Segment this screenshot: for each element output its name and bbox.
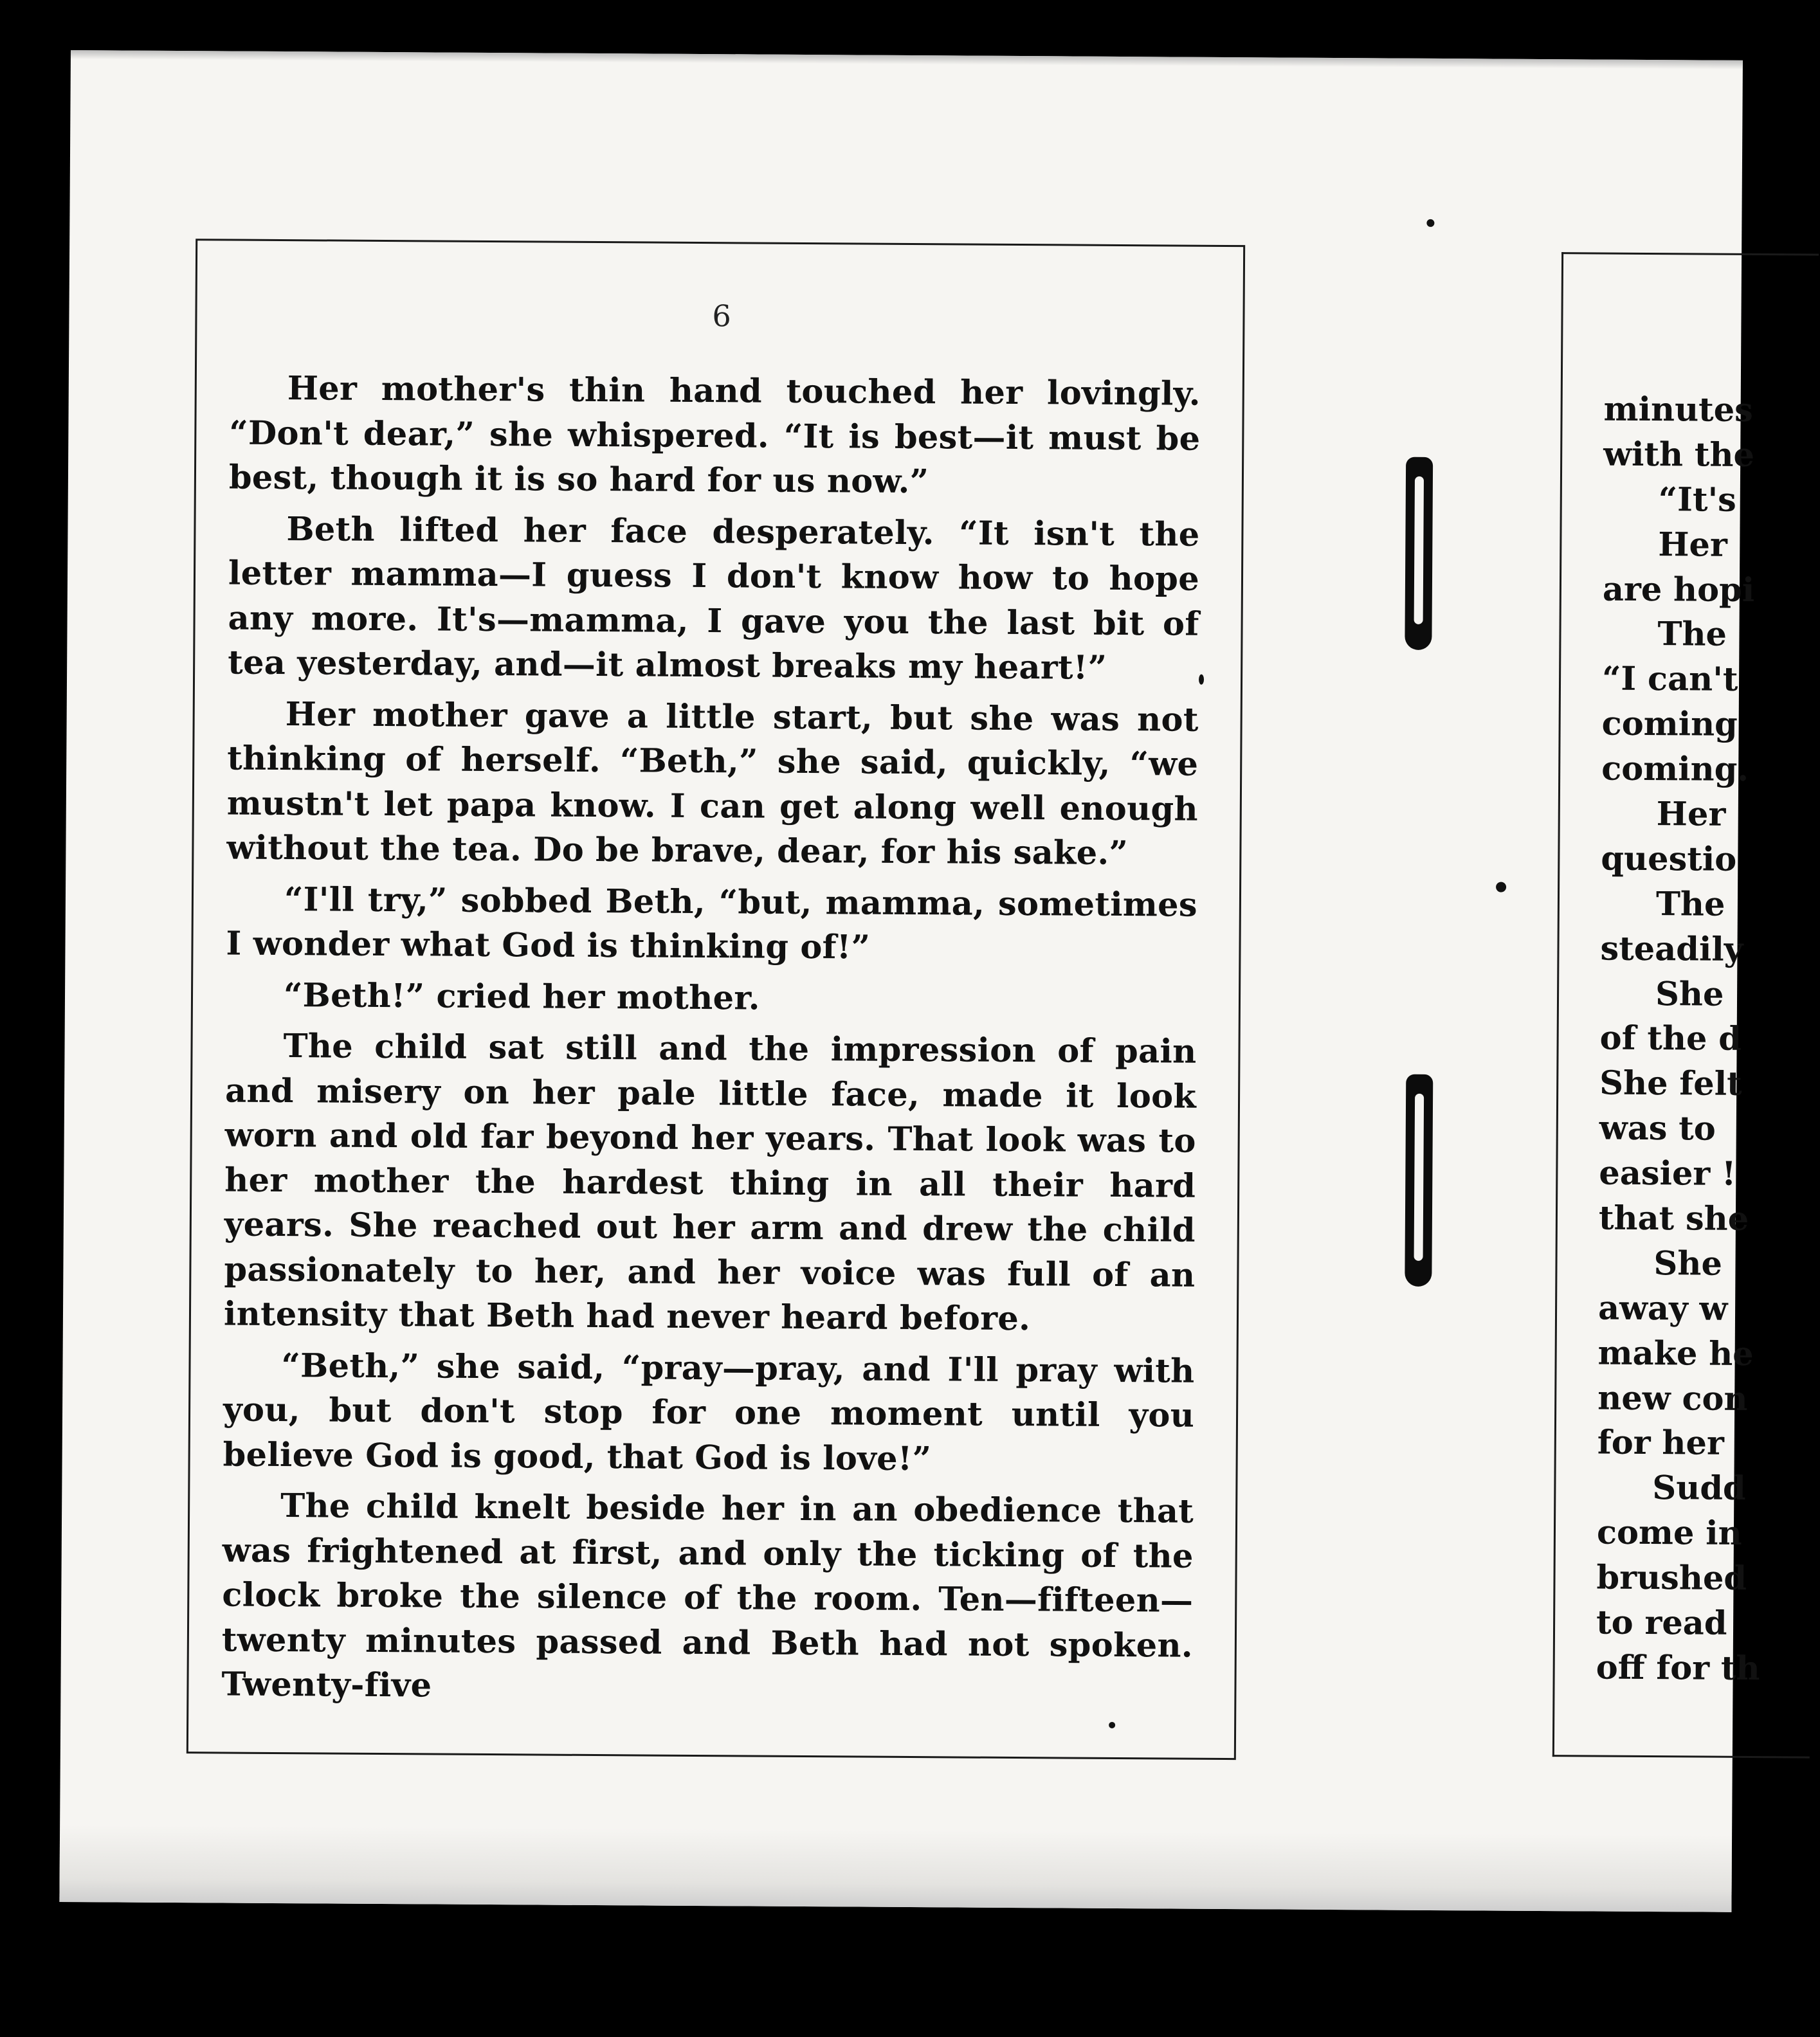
right-page-line: She felt (1599, 1064, 1742, 1104)
scan-edge-top (71, 50, 1743, 69)
binding-clip-top (1405, 457, 1433, 650)
right-page-line: new con (1597, 1379, 1748, 1418)
right-page-line: off for th (1596, 1648, 1760, 1688)
right-page-line: make he (1597, 1334, 1754, 1373)
page-number: 6 (712, 298, 731, 334)
right-page-line: with the (1603, 435, 1755, 475)
paragraph: Her mother gave a little start, but she was not thinking of herself. “Beth,” she said, quickly, “we mustn't let papa know. I can get along well enough without the tea. Do be brave, dear, for his sake.” (226, 694, 1199, 873)
right-page-line: The (1655, 884, 1725, 924)
right-page-line: “I can't (1601, 659, 1738, 700)
right-page-line: minutes (1603, 390, 1754, 430)
paragraph: “Beth,” she said, “pray—pray, and I'll pray with you, but don't stop for one moment until you believe God is good, that God is love!” (223, 1346, 1195, 1478)
right-page-line: of the d (1599, 1019, 1742, 1059)
right-page-line: Sudd (1652, 1469, 1746, 1508)
paragraph: “I'll try,” sobbed Beth, “but, mamma, sometimes I wonder what God is thinking of!” (226, 880, 1198, 967)
right-page-line: Her (1656, 795, 1726, 834)
right-page-line: away w (1597, 1289, 1728, 1328)
right-page-line: She (1653, 1244, 1723, 1283)
paragraph: The child knelt beside her in an obedience that was frightened at first, and only the ticking of the clock broke the silence of the room. Ten—fifteen—twenty minutes passed and Beth had not spoken. Twenty-five (221, 1487, 1194, 1705)
right-page-text-cropped (1596, 388, 1811, 1692)
paragraph: “Beth!” cried her mother. (283, 975, 761, 1018)
right-page-line: She (1655, 974, 1724, 1014)
right-page-line: “It's (1658, 480, 1737, 520)
binding-clip-bottom (1405, 1074, 1433, 1287)
speck (1199, 674, 1204, 685)
left-page-text (221, 367, 1201, 1720)
speck (1109, 1722, 1115, 1728)
right-page-line: The (1657, 615, 1727, 655)
right-page-line: for her (1597, 1424, 1724, 1463)
right-page-line: Her (1658, 525, 1728, 565)
paragraph: The child sat still and the impression of pain and misery on her pale little face, made it look worn and old far beyond her years. That look was to her mother the hardest thing in all their hard years. She reached out her arm and drew the child passionately to her, and her voice was full of an intensity that Beth had never heard before. (223, 1027, 1197, 1339)
right-page-line: was to (1599, 1109, 1716, 1148)
scanned-sheet (59, 50, 1760, 1912)
right-page-line: questio (1601, 839, 1737, 879)
right-page-line: steadily (1600, 929, 1743, 969)
right-page-line: coming (1601, 704, 1738, 745)
paragraph: Beth lifted her face desperately. “It isn't the letter mamma—I guess I don't know how to hope any more. It's—mamma, I gave you the last bit of tea yesterday, and—it almost breaks my heart!” (228, 509, 1200, 687)
right-page-line: that she (1598, 1199, 1749, 1239)
right-page-line: brushed (1596, 1558, 1747, 1598)
scan-edge-bottom (59, 1825, 1732, 1912)
right-page-line: coming. (1601, 749, 1749, 790)
right-page-line: are hopi (1602, 570, 1755, 610)
speck (1426, 219, 1434, 227)
right-page-line: easier ! (1599, 1154, 1736, 1193)
right-page-line: come in (1596, 1513, 1742, 1553)
speck (1496, 882, 1506, 892)
paragraph: Her mother's thin hand touched her lovingly. “Don't dear,” she whispered. “It is best—it must be best, though it is so hard for us now.” (228, 369, 1201, 502)
right-page-line: to read (1596, 1603, 1727, 1643)
